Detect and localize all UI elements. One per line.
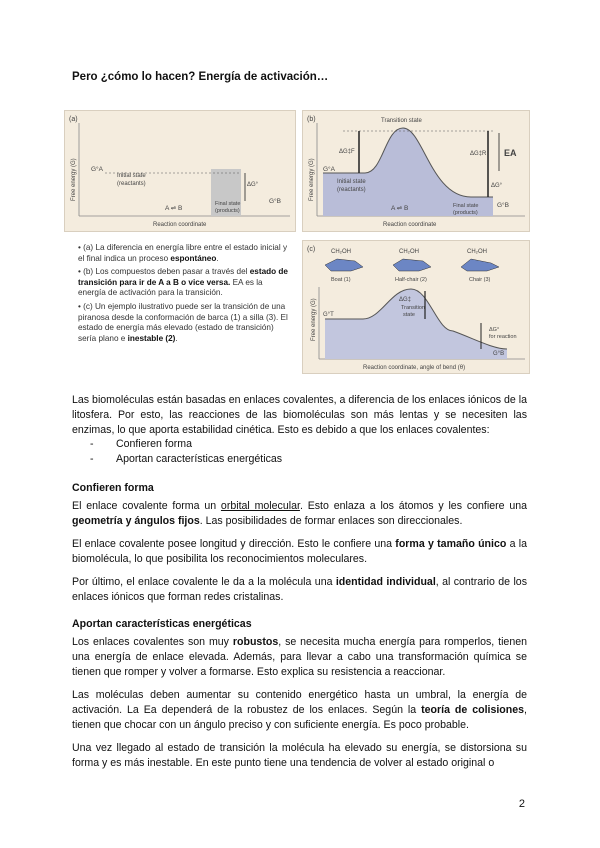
figure-b-initial: Initial state bbox=[337, 179, 366, 185]
ch2oh-3: CH₂OH bbox=[467, 249, 487, 255]
figure-b-ga: G°A bbox=[323, 166, 335, 173]
orbital-link[interactable]: orbital molecular bbox=[220, 500, 300, 512]
bullet-b: • (b) Los compuestos deben pasar a través del estado de transición para ir de A a B o vice versa. EA es la energía de activación para la transición. bbox=[78, 267, 288, 298]
figure-b-tag: (b) bbox=[307, 116, 316, 123]
figure-c-xaxis: Reaction coordinate, angle of bend (θ) bbox=[363, 365, 466, 371]
figure-a-tag: (a) bbox=[69, 116, 78, 123]
intro-paragraph: Las biomoléculas están basadas en enlaces covalentes, a diferencia de los enlaces iónicos de la litosfera. Por esto, las reacciones de las biomoléculas son más lentas y se necesiten las enzimas, lo que aporta estabilidad cinética. Esto es debido a que los enlaces covalentes: bbox=[72, 394, 527, 437]
figure-c-gt: G°T bbox=[323, 312, 334, 318]
figure-a-yaxis: Free energy (G) bbox=[71, 158, 77, 201]
sec2-paragraph-1: Los enlaces covalentes son muy robustos, se necesita mucha energía para romperlos, tienen una energía de enlace elevada. Además, para llevar a cabo una transformación química se tienen que romper y volver a formarse. Esto explica su resistencia a reaccionar. bbox=[72, 636, 527, 679]
page-title: Pero ¿cómo lo hacen? Energía de activación… bbox=[72, 71, 329, 83]
figure-c bbox=[302, 240, 530, 374]
figure-a bbox=[64, 110, 296, 232]
bullet-a: • (a) La diferencia en energía libre entre el estado inicial y el final indica un proceso espontáneo. bbox=[78, 243, 288, 263]
sec1-paragraph-1: El enlace covalente forma un orbital molecular. Esto enlaza a los átomos y les confiere una geometría y ángulos fijos. Las posibilidades de formar enlaces son direccionales. bbox=[72, 500, 527, 528]
figure-b-gb: G°B bbox=[497, 202, 509, 209]
ch2oh-2: CH₂OH bbox=[399, 249, 419, 255]
figure-a-final2: (products) bbox=[215, 208, 240, 214]
section-caracteristicas-energeticas: Aportan características energéticas bbox=[72, 618, 252, 630]
figure-a-gb: G°B bbox=[269, 198, 281, 205]
figure-a-final: Final state bbox=[215, 201, 241, 207]
figure-c-dgr1: ΔG° bbox=[489, 327, 500, 333]
figure-a-dg: ΔG° bbox=[247, 182, 259, 188]
figure-b-reaction: A ⇌ B bbox=[391, 205, 409, 212]
list-item-2: - Aportan características energéticas bbox=[90, 453, 283, 465]
conformation-curve bbox=[325, 289, 507, 359]
figure-a-initial: Initial state bbox=[117, 173, 146, 179]
figure-a-ga: G°A bbox=[91, 166, 103, 173]
figure-b-dg: ΔG° bbox=[491, 183, 503, 189]
figure-a-xaxis: Reaction coordinate bbox=[153, 222, 207, 228]
figure-c-dg: ΔG‡ bbox=[399, 297, 412, 303]
sec2-paragraph-2: Las moléculas deben aumentar su contenido energético hasta un umbral, la energía de activación. La Ea dependerá de la robustez de los enlaces. Según la teoría de colisiones, tienen que chocar con un ángulo preciso y con suficiente energía. Es poco probable. bbox=[72, 689, 527, 732]
figure-c-dgr2: for reaction bbox=[489, 334, 517, 340]
figure-b-dgr: ΔG‡R bbox=[470, 151, 487, 157]
chair-molecule bbox=[461, 259, 499, 271]
figure-c-boat: Boat (1) bbox=[331, 277, 351, 283]
figure-c-gp: G°B bbox=[493, 351, 505, 357]
figure-a-reaction: A ⇌ B bbox=[165, 205, 183, 212]
figure-b-yaxis: Free energy (G) bbox=[309, 158, 315, 201]
figure-b-final2: (products) bbox=[453, 210, 478, 216]
boat-molecule bbox=[325, 259, 363, 271]
figure-a-initial2: (reactants) bbox=[117, 181, 146, 187]
figure-b-ea: EA bbox=[504, 148, 517, 158]
figure-b-xaxis: Reaction coordinate bbox=[383, 222, 437, 228]
figure-c-halfchair: Half-chair (2) bbox=[395, 277, 427, 283]
figure-c-tag: (c) bbox=[307, 246, 316, 253]
figure-c-transition: Transition bbox=[401, 305, 425, 311]
figure-c-yaxis: Free energy (G) bbox=[311, 298, 317, 341]
figure-b-dgf: ΔG‡F bbox=[339, 149, 355, 155]
figure-c-transition2: state bbox=[403, 312, 415, 318]
figure-c-chair: Chair (3) bbox=[469, 277, 491, 283]
sec1-paragraph-2: El enlace covalente posee longitud y dirección. Esto le confiere una forma y tamaño único a la biomolécula, lo que posibilita los reconocimientos moleculares. bbox=[72, 538, 528, 566]
figure-b bbox=[302, 110, 530, 232]
sec1-paragraph-3: Por último, el enlace covalente le da a la molécula una identidad individual, al contrario de los enlaces iónicos que forman redes cristalinas. bbox=[72, 576, 527, 604]
figure-b-transition: Transition state bbox=[381, 118, 422, 124]
list-item-1: - Confieren forma bbox=[90, 438, 192, 450]
sec2-paragraph-3: Una vez llegado al estado de transición la molécula ha elevado su energía, se distorsiona su forma y es más inestable. En este punto tiene una tendencia de volver al estado original o bbox=[72, 742, 527, 770]
figure-b-final: Final state bbox=[453, 203, 479, 209]
figure-b-initial2: (reactants) bbox=[337, 187, 366, 193]
halfchair-molecule bbox=[393, 259, 431, 271]
bullet-c: • (c) Un ejemplo ilustrativo puede ser la transición de una piranosa desde la conformación de barca (1) a silla (3). El estado de energía más elevado (estado de transición) sería plano e inestable (2). bbox=[78, 301, 288, 343]
section-confieren-forma: Confieren forma bbox=[72, 482, 154, 494]
page-number: 2 bbox=[518, 798, 525, 810]
ch2oh-1: CH₂OH bbox=[331, 249, 351, 255]
figure-caption-bullets bbox=[78, 243, 288, 344]
